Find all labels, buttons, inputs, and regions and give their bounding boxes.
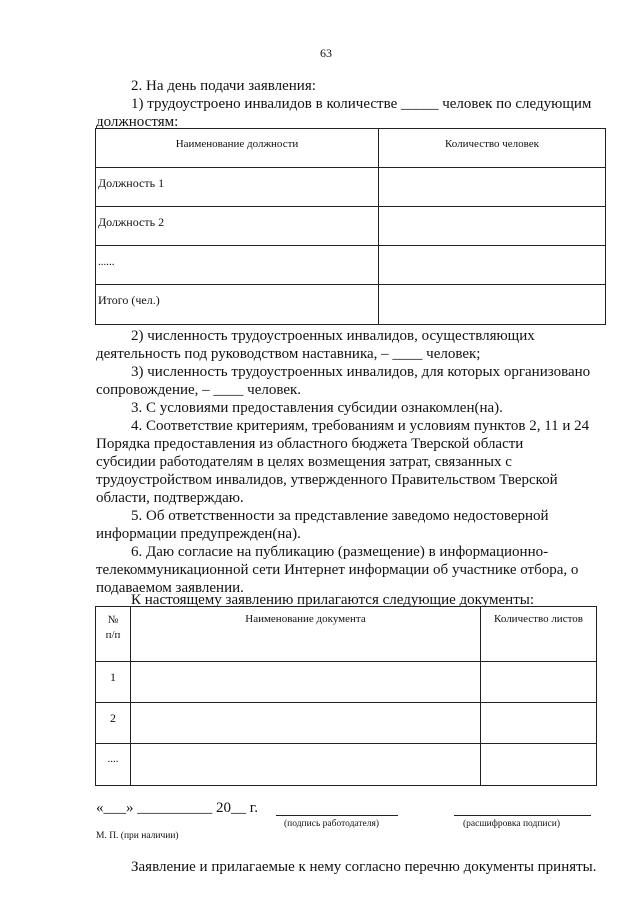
section-2-item-2-line-2: деятельность под руководством наставника, – ____ человек; xyxy=(96,346,481,362)
document-name-cell xyxy=(131,744,481,786)
section-2-item-2-line-1: 2) численность трудоустроенных инвалидов, осуществляющих xyxy=(131,328,535,344)
document-sheets-cell xyxy=(481,703,597,744)
document-row-number: 2 xyxy=(96,703,131,744)
stamp-note: М. П. (при наличии) xyxy=(96,831,179,841)
document-sheets-cell xyxy=(481,662,597,703)
section-2-item-1-line-2: должностям: xyxy=(96,114,179,130)
table-row xyxy=(96,285,606,325)
decoding-line xyxy=(454,815,591,816)
section-6-line-2: телекоммуникационной сети Интернет информации об участнике отбора, о xyxy=(96,562,579,578)
signature-line xyxy=(276,815,398,816)
section-2-item-3-line-2: сопровождение, – ____ человек. xyxy=(96,382,302,398)
positions-table-header xyxy=(96,129,606,168)
header-sheet-count: Количество листов xyxy=(481,607,597,662)
document-name-cell xyxy=(131,703,481,744)
section-2-item-3-line-1: 3) численность трудоустроенных инвалидов, для которых организовано xyxy=(131,364,591,380)
header-document-name: Наименование документа xyxy=(131,607,481,662)
table-row xyxy=(96,703,597,744)
section-6-line-1: 6. Даю согласие на публикацию (размещение) в информационно- xyxy=(131,544,549,560)
page-number: 63 xyxy=(320,46,332,60)
section-3: 3. С условиями предоставления субсидии ознакомлен(на). xyxy=(131,400,503,416)
acceptance-note: Заявление и прилагаемые к нему согласно перечню документы приняты. xyxy=(131,859,597,875)
position-count-cell xyxy=(379,168,606,207)
document-name-cell xyxy=(131,662,481,703)
position-row-label: Должность 1 xyxy=(96,168,379,207)
table-row xyxy=(96,744,597,786)
section-2-heading: 2. На день подачи заявления: xyxy=(131,78,316,94)
document-row-number: 1 xyxy=(96,662,131,703)
date-line: «___» __________ 20__ г. xyxy=(96,800,258,816)
section-4-line-3: субсидии работодателям в целях возмещения затрат, связанных с xyxy=(96,454,512,470)
section-4-line-1: 4. Соответствие критериям, требованиям и условиям пунктов 2, 11 и 24 xyxy=(131,418,590,434)
signature-caption: (подпись работодателя) xyxy=(284,819,380,829)
positions-table xyxy=(95,128,606,325)
position-count-cell xyxy=(379,246,606,285)
position-count-cell xyxy=(379,207,606,246)
header-number: № п/п xyxy=(96,607,131,662)
table-row xyxy=(96,246,606,285)
decoding-caption: (расшифровка подписи) xyxy=(463,819,560,829)
documents-table xyxy=(95,606,597,786)
header-position-name: Наименование должности xyxy=(96,129,379,168)
section-2-item-1-line-1: 1) трудоустроено инвалидов в количестве _____ человек по следующим xyxy=(131,96,592,112)
table-row xyxy=(96,207,606,246)
position-row-label: ...... xyxy=(96,246,379,285)
section-4-line-2: Порядка предоставления из областного бюджета Тверской области xyxy=(96,436,524,452)
documents-table-header xyxy=(96,607,597,662)
document-sheets-cell xyxy=(481,744,597,786)
section-5-line-1: 5. Об ответственности за представление заведомо недостоверной xyxy=(131,508,549,524)
position-row-label: Должность 2 xyxy=(96,207,379,246)
position-row-label: Итого (чел.) xyxy=(96,285,379,325)
section-4-line-4: трудоустройством инвалидов, утвержденного Правительством Тверской xyxy=(96,472,558,488)
document-row-number: .... xyxy=(96,744,131,786)
table-row xyxy=(96,662,597,703)
documents-intro: К настоящему заявлению прилагаются следующие документы: xyxy=(131,592,535,608)
section-5-line-2: информации предупрежден(на). xyxy=(96,526,301,542)
section-6-line-3: подаваемом заявлении. xyxy=(96,580,244,596)
header-people-count: Количество человек xyxy=(379,129,606,168)
table-row xyxy=(96,168,606,207)
section-4-line-5: области, подтверждаю. xyxy=(96,490,244,506)
position-count-cell xyxy=(379,285,606,325)
